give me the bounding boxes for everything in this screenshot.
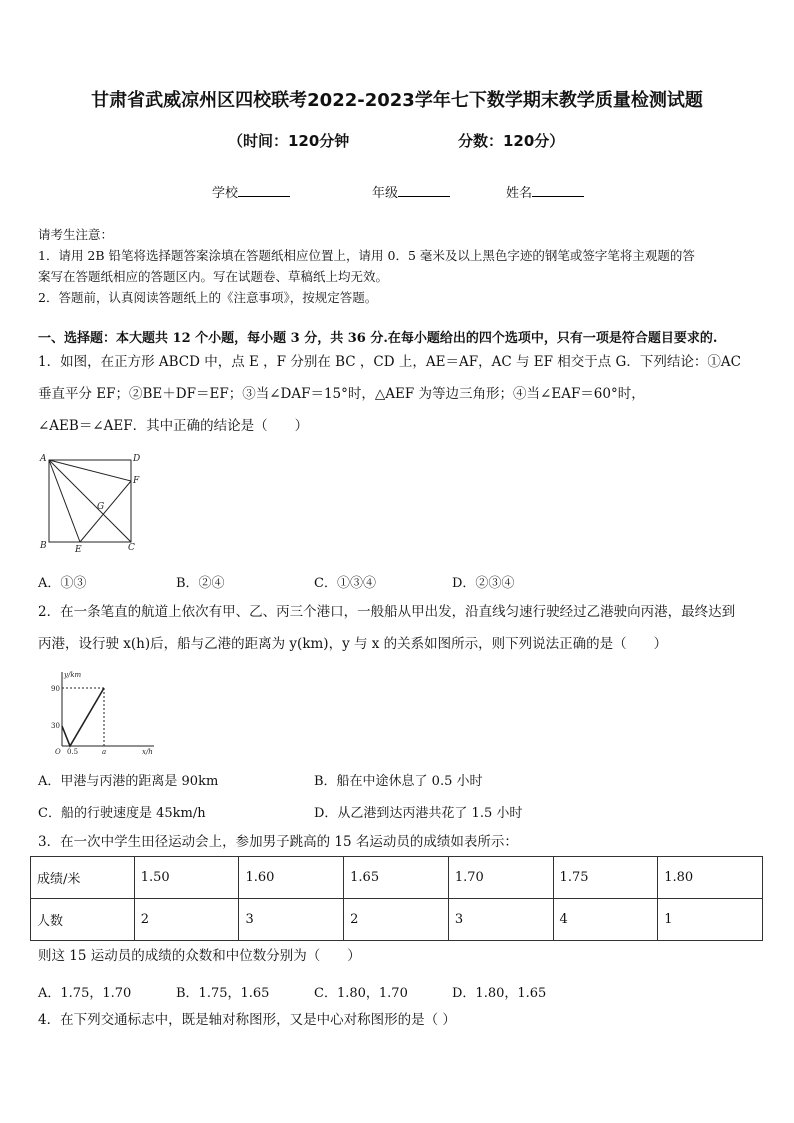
- q3-option-d[interactable]: D．1.80，1.65: [452, 986, 547, 1001]
- question-1: [38, 346, 760, 442]
- table-row: [31, 857, 763, 899]
- q2-option-d[interactable]: D．从乙港到达丙港共花了 1.5 小时: [314, 806, 523, 821]
- school-field: [212, 182, 290, 201]
- segment-ae: [49, 460, 80, 542]
- name-field: [506, 182, 584, 201]
- segment-ef: [80, 481, 131, 542]
- table-cell: 1.70: [448, 857, 553, 899]
- table-cell: 3: [239, 899, 344, 941]
- label-d: D: [133, 454, 141, 464]
- notice-block: [38, 224, 758, 308]
- distance-time-graph: [50, 668, 160, 756]
- section-heading: 一、选择题：本大题共 12 个小题，每小题 3 分，共 36 分.在每小题给出的四个选项中，只有一项是符合题目要求的.: [38, 331, 718, 346]
- q1-option-d[interactable]: D．②③④: [452, 576, 515, 591]
- grade-field: [372, 182, 450, 201]
- score-label: 分数：120分）: [458, 132, 565, 150]
- q2-line1: 2．在一条笔直的航道上依次有甲、乙、丙三个港口，一般船从甲出发，沿直线匀速行驶经过乙港驶向丙港，最终达到: [38, 604, 736, 620]
- name-label: 姓名: [506, 186, 533, 201]
- question-3: [38, 826, 760, 858]
- q3-option-c[interactable]: C．1.80，1.70: [314, 986, 408, 1001]
- question-2: [38, 596, 760, 660]
- time-label: （时间：120分钟: [228, 132, 350, 150]
- table-cell: 1.60: [239, 857, 344, 899]
- grade-label: 年级: [372, 186, 399, 201]
- notice-heading: 请考生注意：: [38, 227, 114, 242]
- table-cell: 1.50: [134, 857, 239, 899]
- q3-line2: 则这 15 运动员的成绩的众数和中位数分别为（ ）: [38, 948, 361, 964]
- table-cell: 3: [448, 899, 553, 941]
- notice-item-1: 1．请用 2B 铅笔将选择题答案涂填在答题纸相应位置上，请用 0．5 毫米及以上黑色字迹的钢笔或签字笔将主观题的答: [38, 248, 695, 263]
- label-f: F: [133, 476, 140, 486]
- q1-line3: ∠AEB＝∠AEF．其中正确的结论是（ ）: [38, 418, 309, 434]
- q4-line1: 4．在下列交通标志中，既是轴对称图形，又是中心对称图形的是（ ）: [38, 1012, 456, 1028]
- tick-90: 90: [51, 685, 60, 693]
- square-figure: [36, 452, 146, 556]
- q3-option-a[interactable]: A．1.75，1.70: [38, 986, 132, 1001]
- label-g: G: [97, 502, 105, 512]
- q3-option-b[interactable]: B．1.75，1.65: [176, 986, 270, 1001]
- school-label: 学校: [212, 186, 239, 201]
- q1-option-b[interactable]: B．②④: [176, 576, 225, 591]
- table-cell: 2: [134, 899, 239, 941]
- origin-label: O: [55, 748, 61, 756]
- tick-05: 0.5: [67, 748, 79, 756]
- q2-option-a[interactable]: A．甲港与丙港的距离是 90km: [38, 774, 219, 789]
- notice-item-2: 2．答题前，认真阅读答题纸上的《注意事项》，按规定答题。: [38, 290, 378, 305]
- table-cell: 1.75: [553, 857, 658, 899]
- table-row: [31, 899, 763, 941]
- graph-line: [62, 688, 104, 746]
- label-e: E: [75, 545, 82, 555]
- y-axis-label: y/km: [64, 671, 82, 679]
- table-cell: 成绩/米: [31, 857, 135, 899]
- results-table: [30, 856, 763, 941]
- q3-line1: 3．在一次中学生田径运动会上，参加男子跳高的 15 名运动员的成绩如表所示：: [38, 834, 518, 850]
- label-a: A: [40, 454, 47, 464]
- table-cell: 4: [553, 899, 658, 941]
- table-cell: 1: [658, 899, 763, 941]
- q2-option-c[interactable]: C．船的行驶速度是 45km/h: [38, 806, 206, 821]
- q2-line2: 丙港，设行驶 x(h)后，船与乙港的距离为 y(km)，y 与 x 的关系如图所示，则下列说法正确的是（ ）: [38, 636, 668, 652]
- table-cell: 1.65: [344, 857, 449, 899]
- question-4: [38, 1004, 760, 1036]
- x-axis-label: x/h: [142, 748, 153, 756]
- table-cell: 1.80: [658, 857, 763, 899]
- label-b: B: [40, 541, 47, 551]
- q1-line2: 垂直平分 EF；②BE＋DF＝EF；③当∠DAF＝15°时，△AEF 为等边三角形；④当∠EAF＝60°时，: [38, 386, 645, 402]
- table-cell: 2: [344, 899, 449, 941]
- tick-30: 30: [51, 722, 60, 730]
- q1-line1: 1．如图，在正方形 ABCD 中，点 E ，F 分别在 BC ，CD 上，AE＝AF，AC 与 EF 相交于点 G．下列结论：①AC: [38, 354, 741, 370]
- page-title: 甘肃省武威凉州区四校联考2022-2023学年七下数学期末教学质量检测试题: [91, 90, 703, 111]
- q2-option-b[interactable]: B．船在中途休息了 0.5 小时: [314, 774, 483, 789]
- table-cell: 人数: [31, 899, 135, 941]
- q1-option-c[interactable]: C．①③④: [314, 576, 376, 591]
- q3-prompt: [38, 940, 760, 972]
- notice-item-1-cont: 案写在答题纸相应的答题区内。写在试题卷、草稿纸上均无效。: [38, 269, 389, 284]
- q1-option-a[interactable]: A．①③: [38, 576, 87, 591]
- tick-a: a: [102, 748, 107, 756]
- label-c: C: [128, 543, 135, 553]
- segment-af: [49, 460, 131, 481]
